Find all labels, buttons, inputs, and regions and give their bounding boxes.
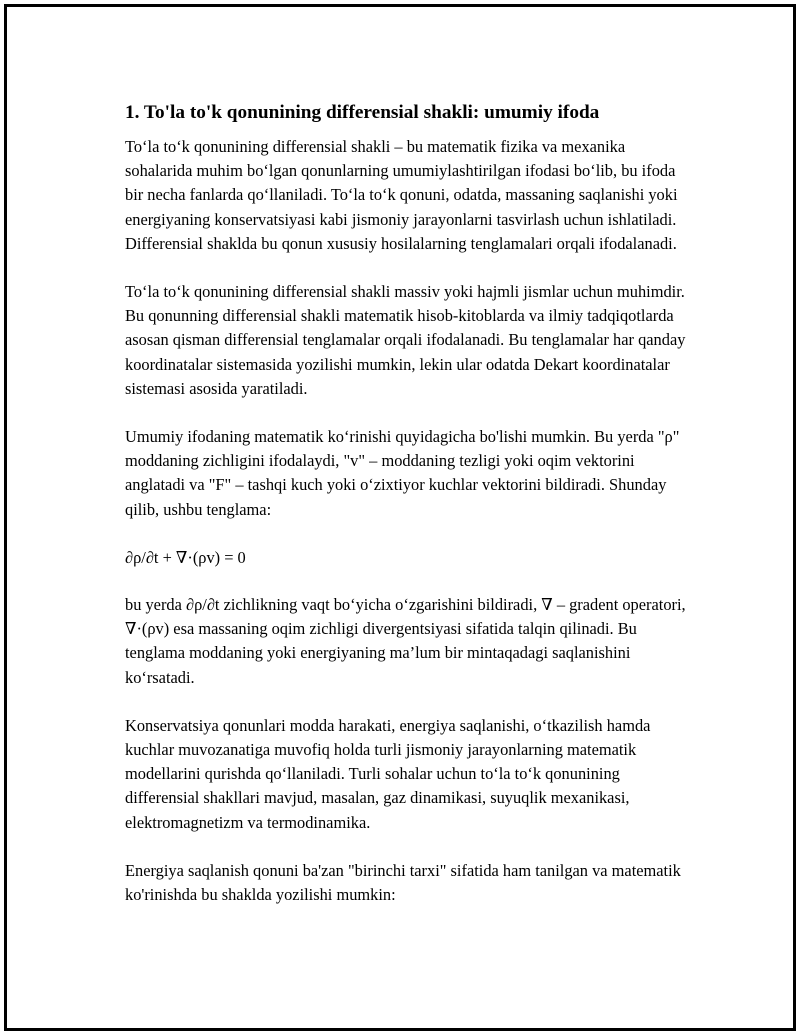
paragraph-energy-conservation: Energiya saqlanish qonuni ba'zan "birinchi tarxi" sifatida ham tanilgan va matematik ko'rinishda bu shaklda yozilishi mumkin: [125,860,681,905]
document-title: 1. To'la to'k qonunining differensial shakli: umumiy ifoda [125,102,600,123]
document-body [125,100,689,907]
paragraph-intro: To‘la to‘k qonunining differensial shakli – bu matematik fizika va mexanika sohalarida muhim bo‘lgan qonunlarning umumiylashtirilgan ifodasi bo‘lib, bu ifoda bir necha fanlarda qo‘llaniladi. To‘la to‘k qonuni, odatda, massaning saqlanishi yoki energiyaning konservatsiyasi kabi jismoniy jarayonlarni tasvirlash uchun ishlatiladi. Differensial shaklda bu qonun xususiy hosilalarning tenglamalari orqali ifodalanadi. [125,137,678,253]
page-frame [4,4,796,1031]
paragraph-equation-explanation: bu yerda ∂ρ/∂t zichlikning vaqt bo‘yicha o‘zgarishini bildiradi, ∇ – gradent operatori, ∇·(ρv) esa massaning oqim zichligi divergentsiyasi sifatida talqin qilinadi. Bu tenglama moddaning yoki energiyaning ma’lum bir mintaqadagi saqlanishini ko‘rsatadi. [125,595,686,687]
paragraph-conservation-laws: Konservatsiya qonunlari modda harakati, energiya saqlanishi, o‘tkazilish hamda kuchlar muvozanatiga muvofiq holda turli jismoniy jarayonlarning matematik modellarini qurishda qo‘llaniladi. Turli sohalar uchun to‘la to‘k qonunining differensial shakllari mavjud, masalan, gaz dinamikasi, suyuqlik mexanikasi, elektromagnetizm va termodinamika. [125,715,651,832]
paragraph-general-expression: Umumiy ifodaning matematik ko‘rinishi quyidagicha bo'lishi mumkin. Bu yerda "ρ" moddaning zichligini ifodalaydi, "v" – moddaning tezligi yoki oqim vektorini anglatadi va "F" – tashqi kuch yoki o‘zixtiyor kuchlar vektorini bildiradi. Shunday qilib, ushbu tenglama: [125,427,680,519]
continuity-equation: ∂ρ/∂t + ∇·(ρv) = 0 [125,547,246,567]
paragraph-differential-form: To‘la to‘k qonunining differensial shakli massiv yoki hajmli jismlar uchun muhimdir. Bu qonunning differensial shakli matematik hisob-kitoblarda va ilmiy tadqiqotlarda asosan qisman differensial tenglamalar orqali ifodalanadi. Bu tenglamalar har qanday koordinatalar sistemasida yozilishi mumkin, lekin ular odatda Dekart koordinatalar sistemasi asosida yaratiladi. [125,282,686,398]
